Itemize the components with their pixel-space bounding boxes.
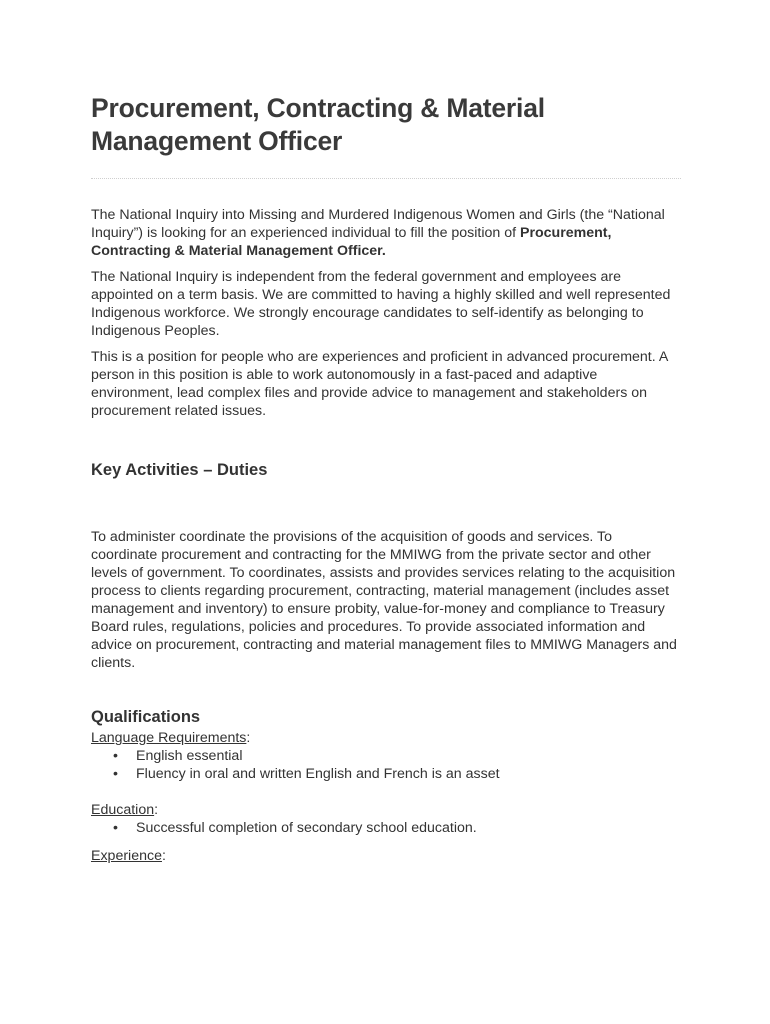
- bullet-icon: •: [113, 766, 118, 782]
- language-requirements-label: [91, 729, 681, 747]
- education-link: Education: [91, 802, 155, 818]
- document-page: [91, 92, 681, 865]
- intro-paragraph-1-text: The National Inquiry into Missing and Murdered Indigenous Women and Girls (the “National Inquiry”) is looking for an experienced individual to fill the position of: [91, 207, 665, 241]
- intro-paragraph-2: The National Inquiry is independent from the federal government and employees are appointed on a term basis. We are committed to having a highly skilled and well represented Indigenous workforce. We strongly encourage candidates to self-identify as belonging to Indigenous Peoples.: [91, 269, 671, 339]
- title-divider: [91, 178, 681, 179]
- list-item: [91, 765, 681, 783]
- experience-colon: :: [161, 848, 166, 864]
- intro-paragraph-3: This is a position for people who are experiences and proficient in advanced procurement. A person in this position is able to work autonomously in a fast-paced and adaptive environment, lead complex files and provide advice to management and stakeholders on procurement related issues.: [91, 349, 668, 419]
- page-title: Procurement, Contracting & Material Management Officer: [91, 93, 545, 156]
- list-item-text: Fluency in oral and written English and French is an asset: [136, 766, 500, 782]
- language-requirements-link: Language Requirements: [91, 730, 247, 746]
- bullet-icon: •: [113, 748, 118, 764]
- list-item-text: English essential: [136, 748, 243, 764]
- education-label: [91, 801, 681, 819]
- education-colon: :: [154, 802, 159, 818]
- list-item-text: Successful completion of secondary school education.: [136, 820, 477, 836]
- duties-paragraph: To administer coordinate the provisions of the acquisition of goods and services. To coordinate procurement and contracting for the MMIWG from the private sector and other levels of government. To coordinates, assists and provides services relating to the acquisition process to clients regarding procurement, contracting, material management (includes asset management and inventory) to ensure probity, value-for-money and compliance to Treasury Board rules, regulations, policies and procedures. To provide associated information and advice on procurement, contracting and material management files to MMIWG Managers and clients.: [91, 529, 677, 671]
- language-list: [91, 747, 681, 783]
- experience-label: [91, 847, 681, 865]
- list-item: [91, 819, 681, 837]
- duties-heading: Key Activities – Duties: [91, 461, 268, 479]
- intro-paragraph-1: [91, 206, 681, 260]
- bullet-icon: •: [113, 820, 118, 836]
- position-title-bold: Procurement, Contracting & Material Management Officer.: [91, 225, 612, 259]
- language-colon: :: [246, 730, 251, 746]
- list-item: [91, 747, 681, 765]
- education-list: [91, 819, 681, 837]
- qualifications-heading: Qualifications: [91, 708, 201, 726]
- experience-link: Experience: [91, 848, 162, 864]
